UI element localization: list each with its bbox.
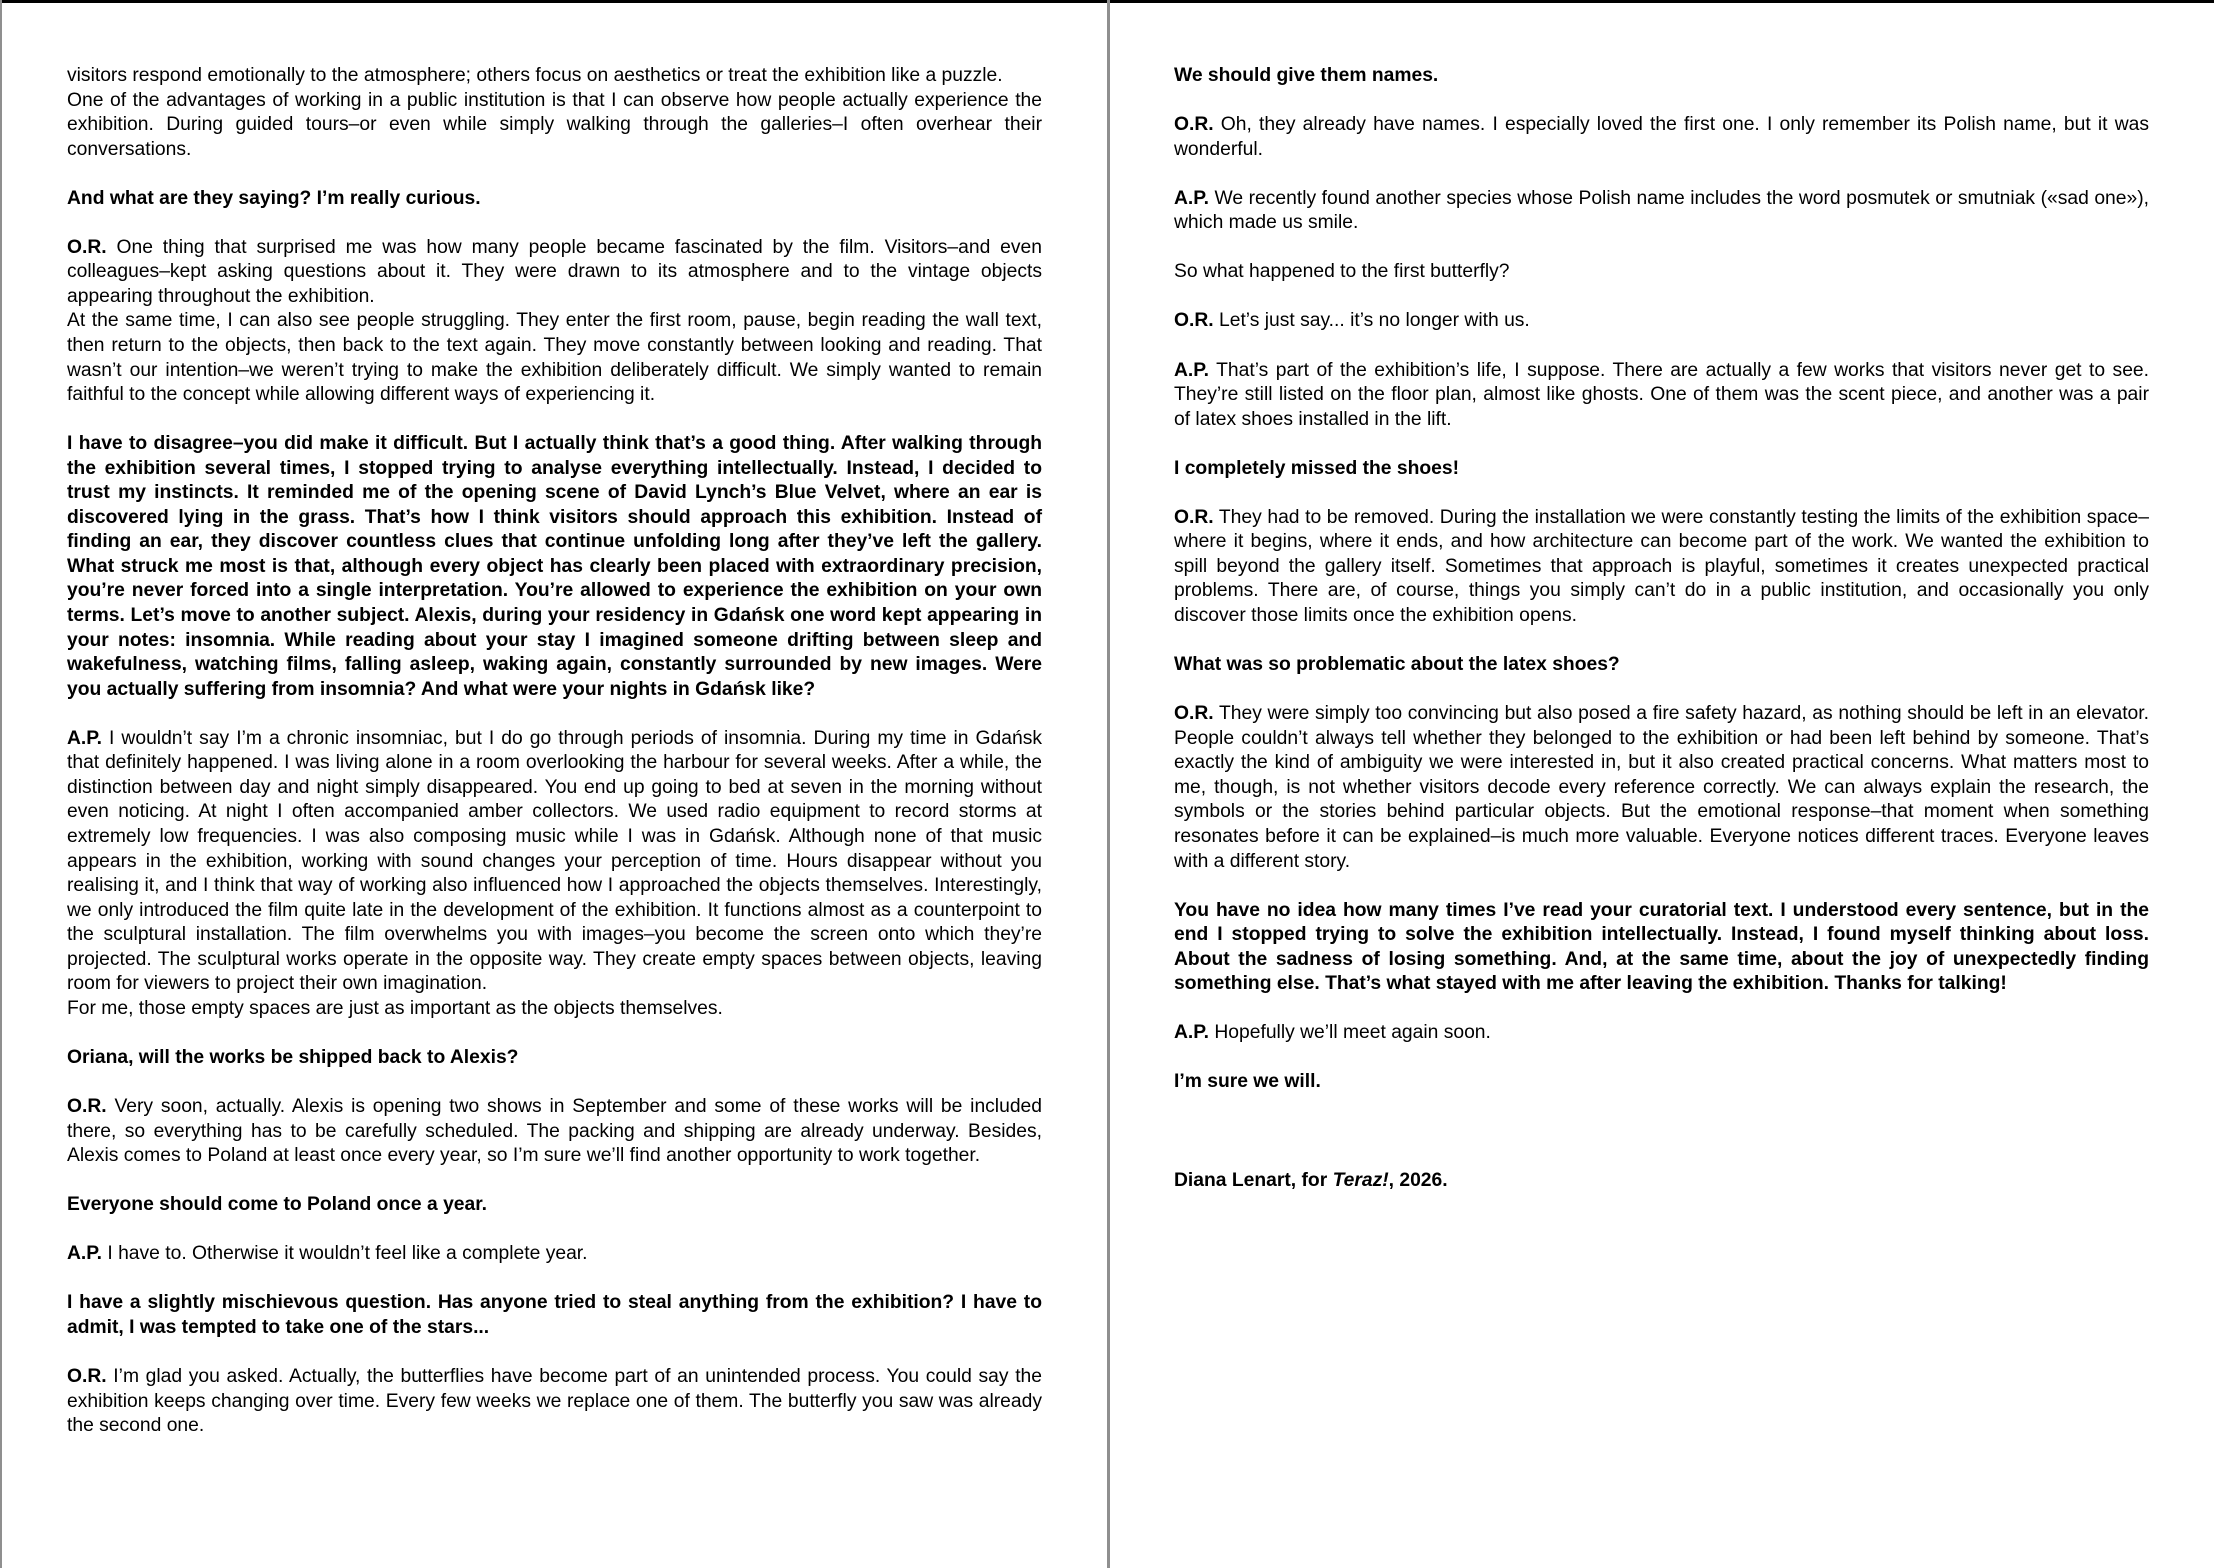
answer-text: I’m glad you asked. Actually, the butterflies have become part of an unintended process. You could say the exhibition keeps changing over time. Every few weeks we replace one of them. The butterfly you saw was already the second one. [67,1365,1042,1437]
byline [1174,1169,2149,1194]
speaker-initials: A.P. [1174,1022,1210,1044]
speaker-initials: A.P. [67,727,103,749]
answer-continuation: At the same time, I can also see people struggling. They enter the first room, pause, begin reading the wall text, then return to the objects, then back to the text again. They move constantly between looking and reading. That wasn’t our intention–we weren’t trying to make the exhibition deliberately difficult. We simply wanted to remain faithful to the concept while allowing different ways of experiencing it. [67,310,1042,406]
answer-paragraph [1174,359,2149,433]
byline-publication: Teraz! [1332,1169,1389,1191]
answer-paragraph [1174,113,2149,162]
interviewer-question: I’m sure we will. [1174,1071,1321,1093]
speaker-initials: O.R. [1174,310,1214,332]
answer-paragraph [1174,1021,2149,1046]
interviewer-question: And what are they saying? I’m really curious. [67,187,481,209]
answer-paragraph [67,236,1042,310]
interviewer-question: You have no idea how many times I’ve read your curatorial text. I understood every sentence, but in the end I stopped trying to solve the exhibition intellectually. Instead, I found myself thinking about loss. About the sadness of losing something. And, at the same time, about the joy of unexpectedly finding something else. That’s what stayed with me after leaving the exhibition. Thanks for talking! [1174,899,2149,995]
interviewer-question: Everyone should come to Poland once a year. [67,1194,488,1216]
speaker-initials: A.P. [1174,187,1210,209]
answer-text: We recently found another species whose Polish name includes the word posmutek or smutniak («sad one»), which made us smile. [1174,187,2149,234]
answer-paragraph [1174,309,2149,334]
answer-text: I have to. Otherwise it wouldn’t feel like a complete year. [102,1243,588,1265]
speaker-initials: O.R. [1174,703,1214,725]
answer-text: Very soon, actually. Alexis is opening two shows in September and some of these works will be included there, so everything has to be carefully scheduled. The packing and shipping are already underway. Besides, Alexis comes to Poland at least once every year, so I’m sure we’ll find another opportunity to work together. [67,1095,1042,1167]
right-page-column [1174,64,2149,1218]
interviewer-question: We should give them names. [1174,65,1439,86]
paragraph: One of the advantages of working in a public institution is that I can observe how people actually experience the exhibition. During guided tours–or even while simply walking through the galleries–I often overhear their conversations. [67,89,1042,160]
answer-paragraph [1174,187,2149,236]
answer-paragraph [67,1242,1042,1267]
interviewer-question: Oriana, will the works be shipped back to Alexis? [67,1046,519,1068]
interviewer-question: What was so problematic about the latex shoes? [1174,654,1620,676]
answer-continuation: For me, those empty spaces are just as important as the objects themselves. [67,997,723,1019]
answer-text: Oh, they already have names. I especially loved the first one. I only remember its Polish name, but it was wonderful. [1174,114,2149,160]
answer-text: Let’s just say... it’s no longer with us. [1213,310,1530,332]
interviewer-question: I completely missed the shoes! [1174,457,1460,479]
speaker-initials: A.P. [67,1243,103,1265]
spacer [1174,1120,2149,1169]
left-page-column [67,64,1042,1463]
answer-paragraph [67,727,1042,997]
answer-text: I wouldn’t say I’m a chronic insomniac, but I do go through periods of insomnia. During my time in Gdańsk that definitely happened. I was living alone in a room overlooking the harbour for several weeks. After a while, the distinction between day and night simply disappeared. You end up going to bed at seven in the morning without even noticing. At night I often accompanied amber collectors. We used radio equipment to record storms at extremely low frequencies. I was also composing music while I was in Gdańsk. Although none of that music appears in the exhibition, working with sound changes your perception of time. Hours disappear without you realising it, and I think that way of working also influenced how I approached the objects themselves. Interestingly, we only introduced the film quite late in the development of the exhibition. It functions almost as a counterpoint to the sculptural installation. The film overwhelms you with images–you become the screen onto which they’re projected. The sculptural works operate in the opposite way. They create empty spaces between objects, leaving room for viewers to project their own imagination. [67,727,1042,995]
answer-paragraph [1174,506,2149,629]
answer-text: They had to be removed. During the installation we were constantly testing the limits of the exhibition space–where it begins, where it ends, and how architecture can become part of the work. We wanted the exhibition to spill beyond the gallery itself. Sometimes that approach is playful, sometimes it creates unexpected practical problems. There are, of course, things you simply can’t do in a public institution, and occasionally you only discover those limits once the exhibition opens. [1174,506,2149,627]
answer-text: One thing that surprised me was how many people became fascinated by the film. Visitors–and even colleagues–kept asking questions about it. They were drawn to its atmosphere and to the vintage objects appearing throughout the exhibition. [67,236,1042,307]
speaker-initials: O.R. [67,1365,107,1387]
answer-text: Hopefully we’ll meet again soon. [1209,1022,1491,1044]
answer-text: That’s part of the exhibition’s life, I suppose. There are actually a few works that visitors never get to see. They’re still listed on the floor plan, almost like ghosts. One of them was the scent piece, and another was a pair of latex shoes installed in the lift. [1174,359,2149,430]
paragraph: visitors respond emotionally to the atmosphere; others focus on aesthetics or treat the exhibition like a puzzle. [67,65,1003,86]
speaker-initials: A.P. [1174,359,1210,381]
speaker-initials: O.R. [1174,114,1214,136]
interviewer-question: I have a slightly mischievous question. Has anyone tried to steal anything from the exhibition? I have to admit, I was tempted to take one of the stars... [67,1292,1042,1338]
speaker-initials: O.R. [1174,506,1214,528]
interviewer-question: I have to disagree–you did make it difficult. But I actually think that’s a good thing. After walking through the exhibition several times, I stopped trying to analyse everything intellectually. Instead, I decided to trust my instincts. It reminded me of the opening scene of David Lynch’s Blue Velvet, where an ear is discovered lying in the grass. That’s how I think visitors should approach this exhibition. Instead of finding an ear, they discover countless clues that continue unfolding long after they’ve left the gallery. What struck me most is that, although every object has clearly been placed with extraordinary precision, you’re never forced into a single interpretation. You’re allowed to experience the exhibition on your own terms. Let’s move to another subject. Alexis, during your residency in Gdańsk one word kept appearing in your notes: insomnia. While reading about your stay I imagined someone drifting between sleep and wakefulness, watching films, falling asleep, waking again, constantly surrounded by new images. Were you actually suffering from insomnia? And what were your nights in Gdańsk like? [67,433,1042,700]
answer-paragraph [1174,702,2149,874]
speaker-initials: O.R. [67,1095,107,1117]
answer-text: They were simply too convincing but also posed a fire safety hazard, as nothing should be left in an elevator. People couldn’t always tell whether they belonged to the exhibition or had been left behind by someone. That’s exactly the kind of ambiguity we were interested in, but it also created practical concerns. What matters most to me, though, is not whether visitors decode every reference correctly. We can always explain the research, the symbols or the stories behind particular objects. But the emotional response–that moment when something resonates before it can be explained–is much more valuable. Everyone notices different traces. Everyone leaves with a different story. [1174,703,2149,872]
byline-year: , 2026. [1388,1169,1448,1191]
page-left-border [0,0,2,1568]
answer-paragraph [67,1365,1042,1439]
speaker-initials: O.R. [67,236,107,258]
answer-paragraph [67,1095,1042,1169]
interviewer-question: So what happened to the first butterfly? [1174,261,1510,283]
page-divider [1107,0,1110,1568]
byline-author: Diana Lenart, for [1174,1169,1333,1191]
